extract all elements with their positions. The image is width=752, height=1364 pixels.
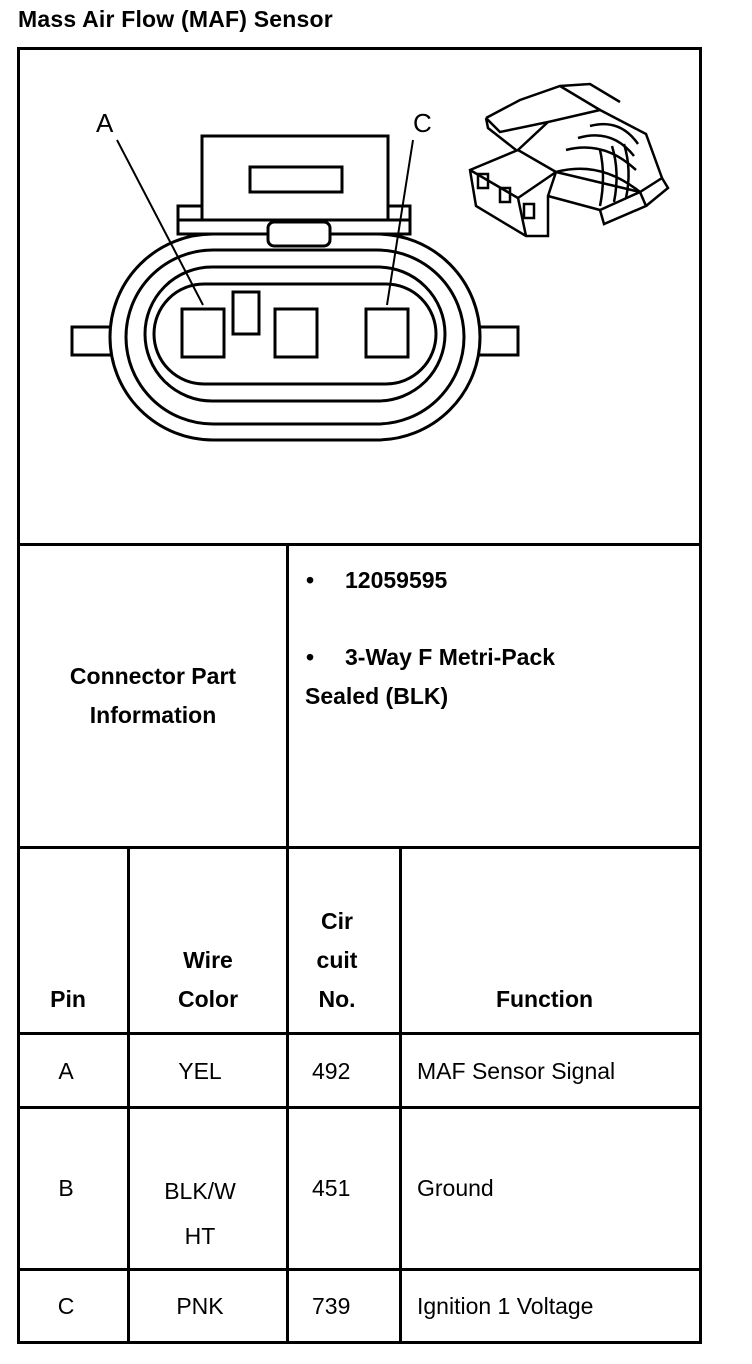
bullet-1: • [306, 567, 315, 593]
left-tab [72, 327, 112, 355]
header-pin: Pin [50, 986, 86, 1012]
pin-label-c: C [413, 108, 432, 138]
connector-info-label: Connector Part Information [69, 663, 237, 728]
row-a-function: MAF Sensor Signal [417, 1058, 616, 1084]
bullet-2: • [306, 644, 315, 670]
pin-label-a: A [96, 108, 114, 138]
divider-header [17, 1032, 702, 1035]
row-a-circuit: 492 [312, 1058, 351, 1084]
row-b-pin: B [58, 1175, 74, 1201]
row-a-pin: A [58, 1058, 74, 1084]
divider-info-column [286, 543, 289, 846]
connector-description-line1: 3-Way F Metri-Pack [345, 644, 556, 670]
row-b-color: BLK/W HT [164, 1178, 236, 1249]
row-b-circuit: 451 [312, 1175, 351, 1201]
divider-diagram [17, 543, 702, 546]
row-c-color: PNK [176, 1293, 224, 1319]
row-c-function: Ignition 1 Voltage [417, 1293, 594, 1319]
part-number: 12059595 [345, 567, 448, 593]
divider-row-a [17, 1106, 702, 1109]
row-c-circuit: 739 [312, 1293, 351, 1319]
page-title: Mass Air Flow (MAF) Sensor [18, 6, 333, 32]
connector-isometric-icon [470, 84, 668, 236]
row-a-color: YEL [178, 1058, 222, 1084]
connector-description-line2: Sealed (BLK) [305, 683, 449, 709]
divider-info [17, 846, 702, 849]
header-wire-color: Wire Color [177, 947, 239, 1012]
row-c-pin: C [57, 1293, 75, 1319]
header-function: Function [495, 986, 594, 1012]
header-circuit: Cir cuit No. [316, 908, 358, 1012]
connector-diagram [20, 50, 699, 542]
latch-block [202, 136, 388, 220]
divider-col-1 [127, 846, 130, 1344]
right-tab [478, 327, 518, 355]
divider-col-3 [399, 846, 402, 1344]
divider-row-b [17, 1268, 702, 1271]
latch-nub [268, 222, 330, 246]
row-b-function: Ground [417, 1175, 494, 1201]
